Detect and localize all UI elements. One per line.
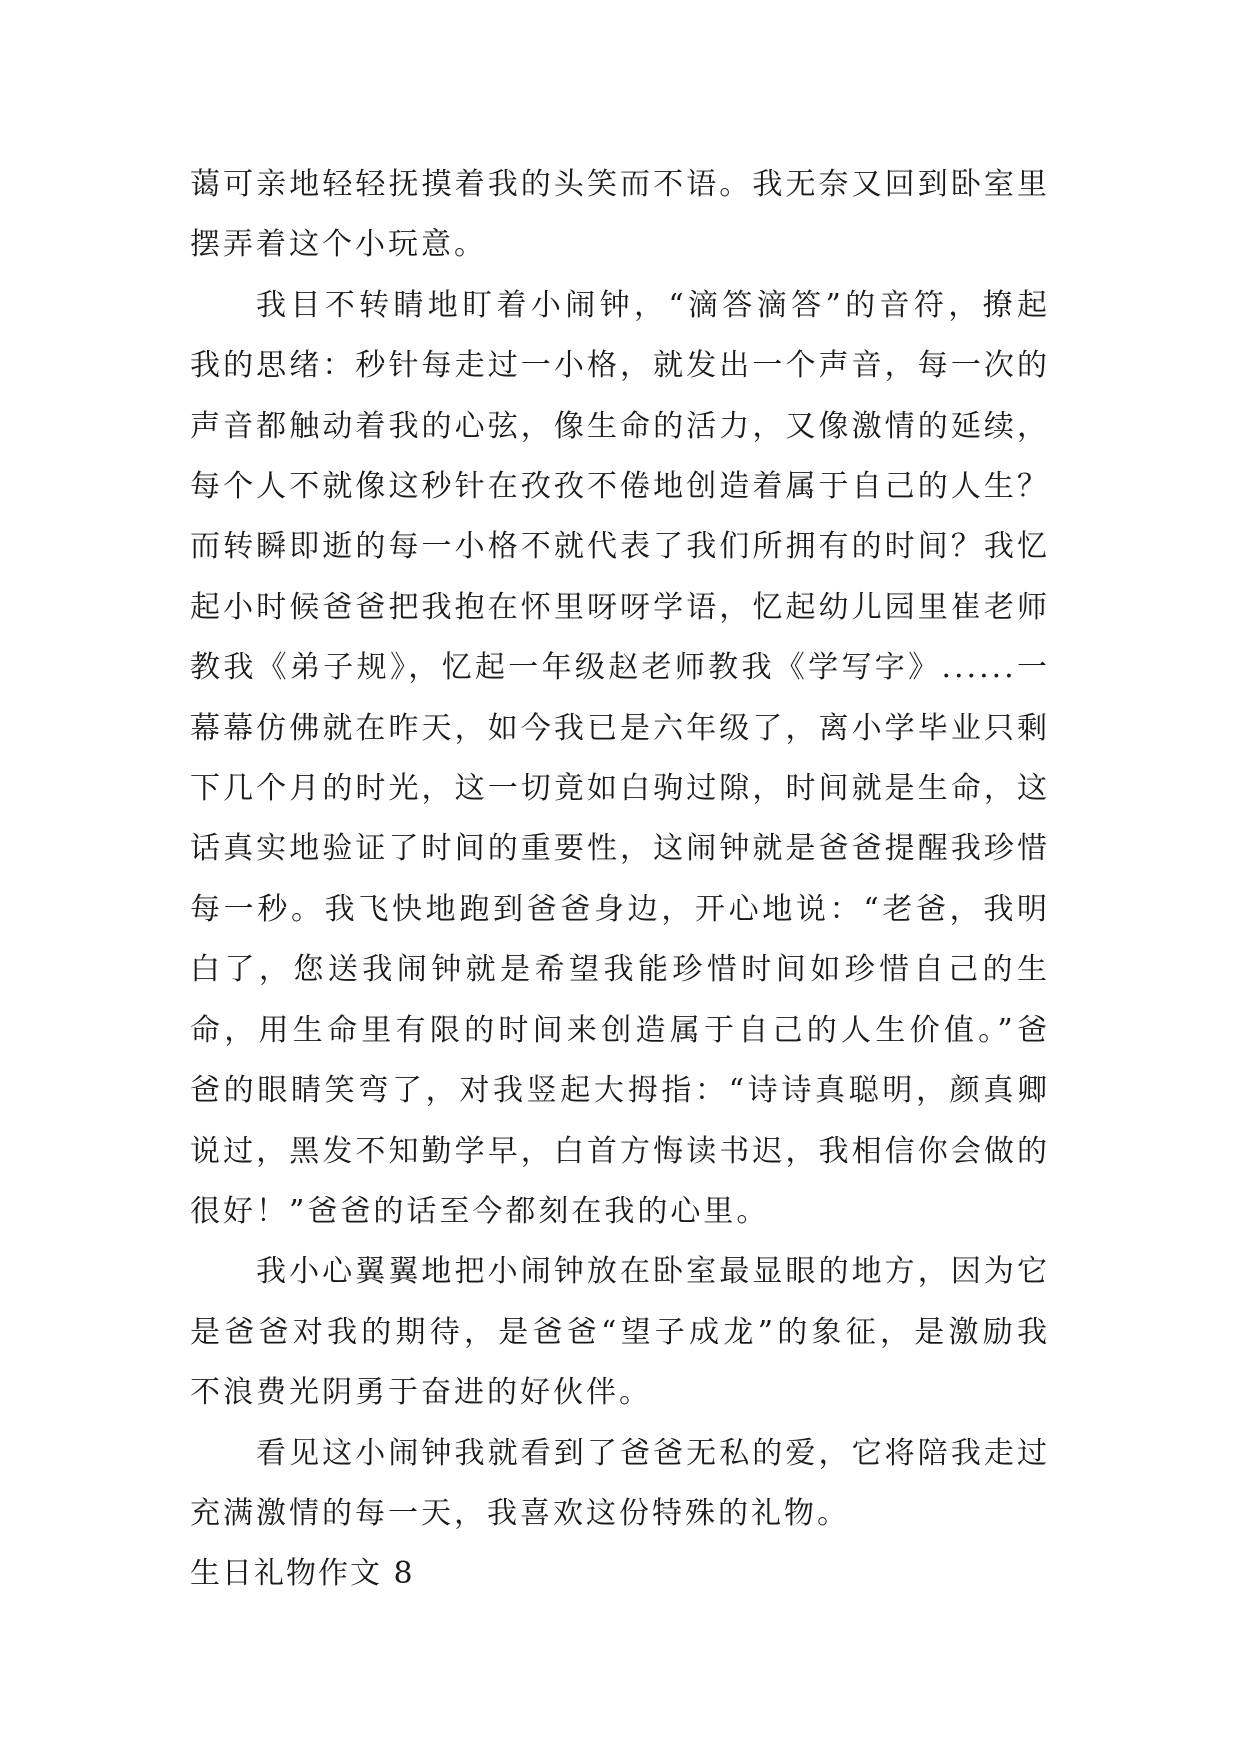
section-heading: 生日礼物作文 8 [190, 1556, 415, 1592]
paragraph-continued: 蔼可亲地轻轻抚摸着我的头笑而不语。我无奈又回到卧室里摆弄着这个小玩意。 [190, 167, 1050, 263]
paragraph-bedroom-placement: 我小心翼翼地把小闹钟放在卧室最显眼的地方，因为它是爸爸对我的期待，是爸爸“望子成龙”的象征，是激励我不浪费光阴勇于奋进的好伙伴。 [190, 1254, 1050, 1411]
paragraph-alarm-clock-reflection: 我目不转睛地盯着小闹钟，“滴答滴答”的音符，撩起我的思绪：秒针每走过一小格，就发出一个声音，每一次的声音都触动着我的心弦，像生命的活力，又像激情的延续，每个人不就像这秒针在孜孜不倦地创造着属于自己的人生？而转瞬即逝的每一小格不就代表了我们所拥有的时间？我忆起小时候爸爸把我抱在怀里呀呀学语，忆起幼儿园里崔老师教我《弟子规》，忆起一年级赵老师教我《学写字》......一幕幕仿佛就在昨天，如今我已是六年级了，离小学毕业只剩下几个月的时光，这一切竟如白驹过隙，时间就是生命，这话真实地验证了时间的重要性，这闹钟就是爸爸提醒我珍惜每一秒。我飞快地跑到爸爸身边，开心地说：“老爸，我明白了，您送我闹钟就是希望我能珍惜时间如珍惜自己的生命，用生命里有限的时间来创造属于自己的人生价值。”爸爸的眼睛笑弯了，对我竖起大拇指：“诗诗真聪明，颜真卿说过，黑发不知勤学早，白首方悔读书迟，我相信你会做的很好！”爸爸的话至今都刻在我的心里。 [190, 287, 1050, 1229]
paragraph-conclusion: 看见这小闹钟我就看到了爸爸无私的爱，它将陪我走过充满激情的每一天，我喜欢这份特殊的礼物。 [190, 1435, 1050, 1531]
document-body [190, 155, 1050, 1605]
